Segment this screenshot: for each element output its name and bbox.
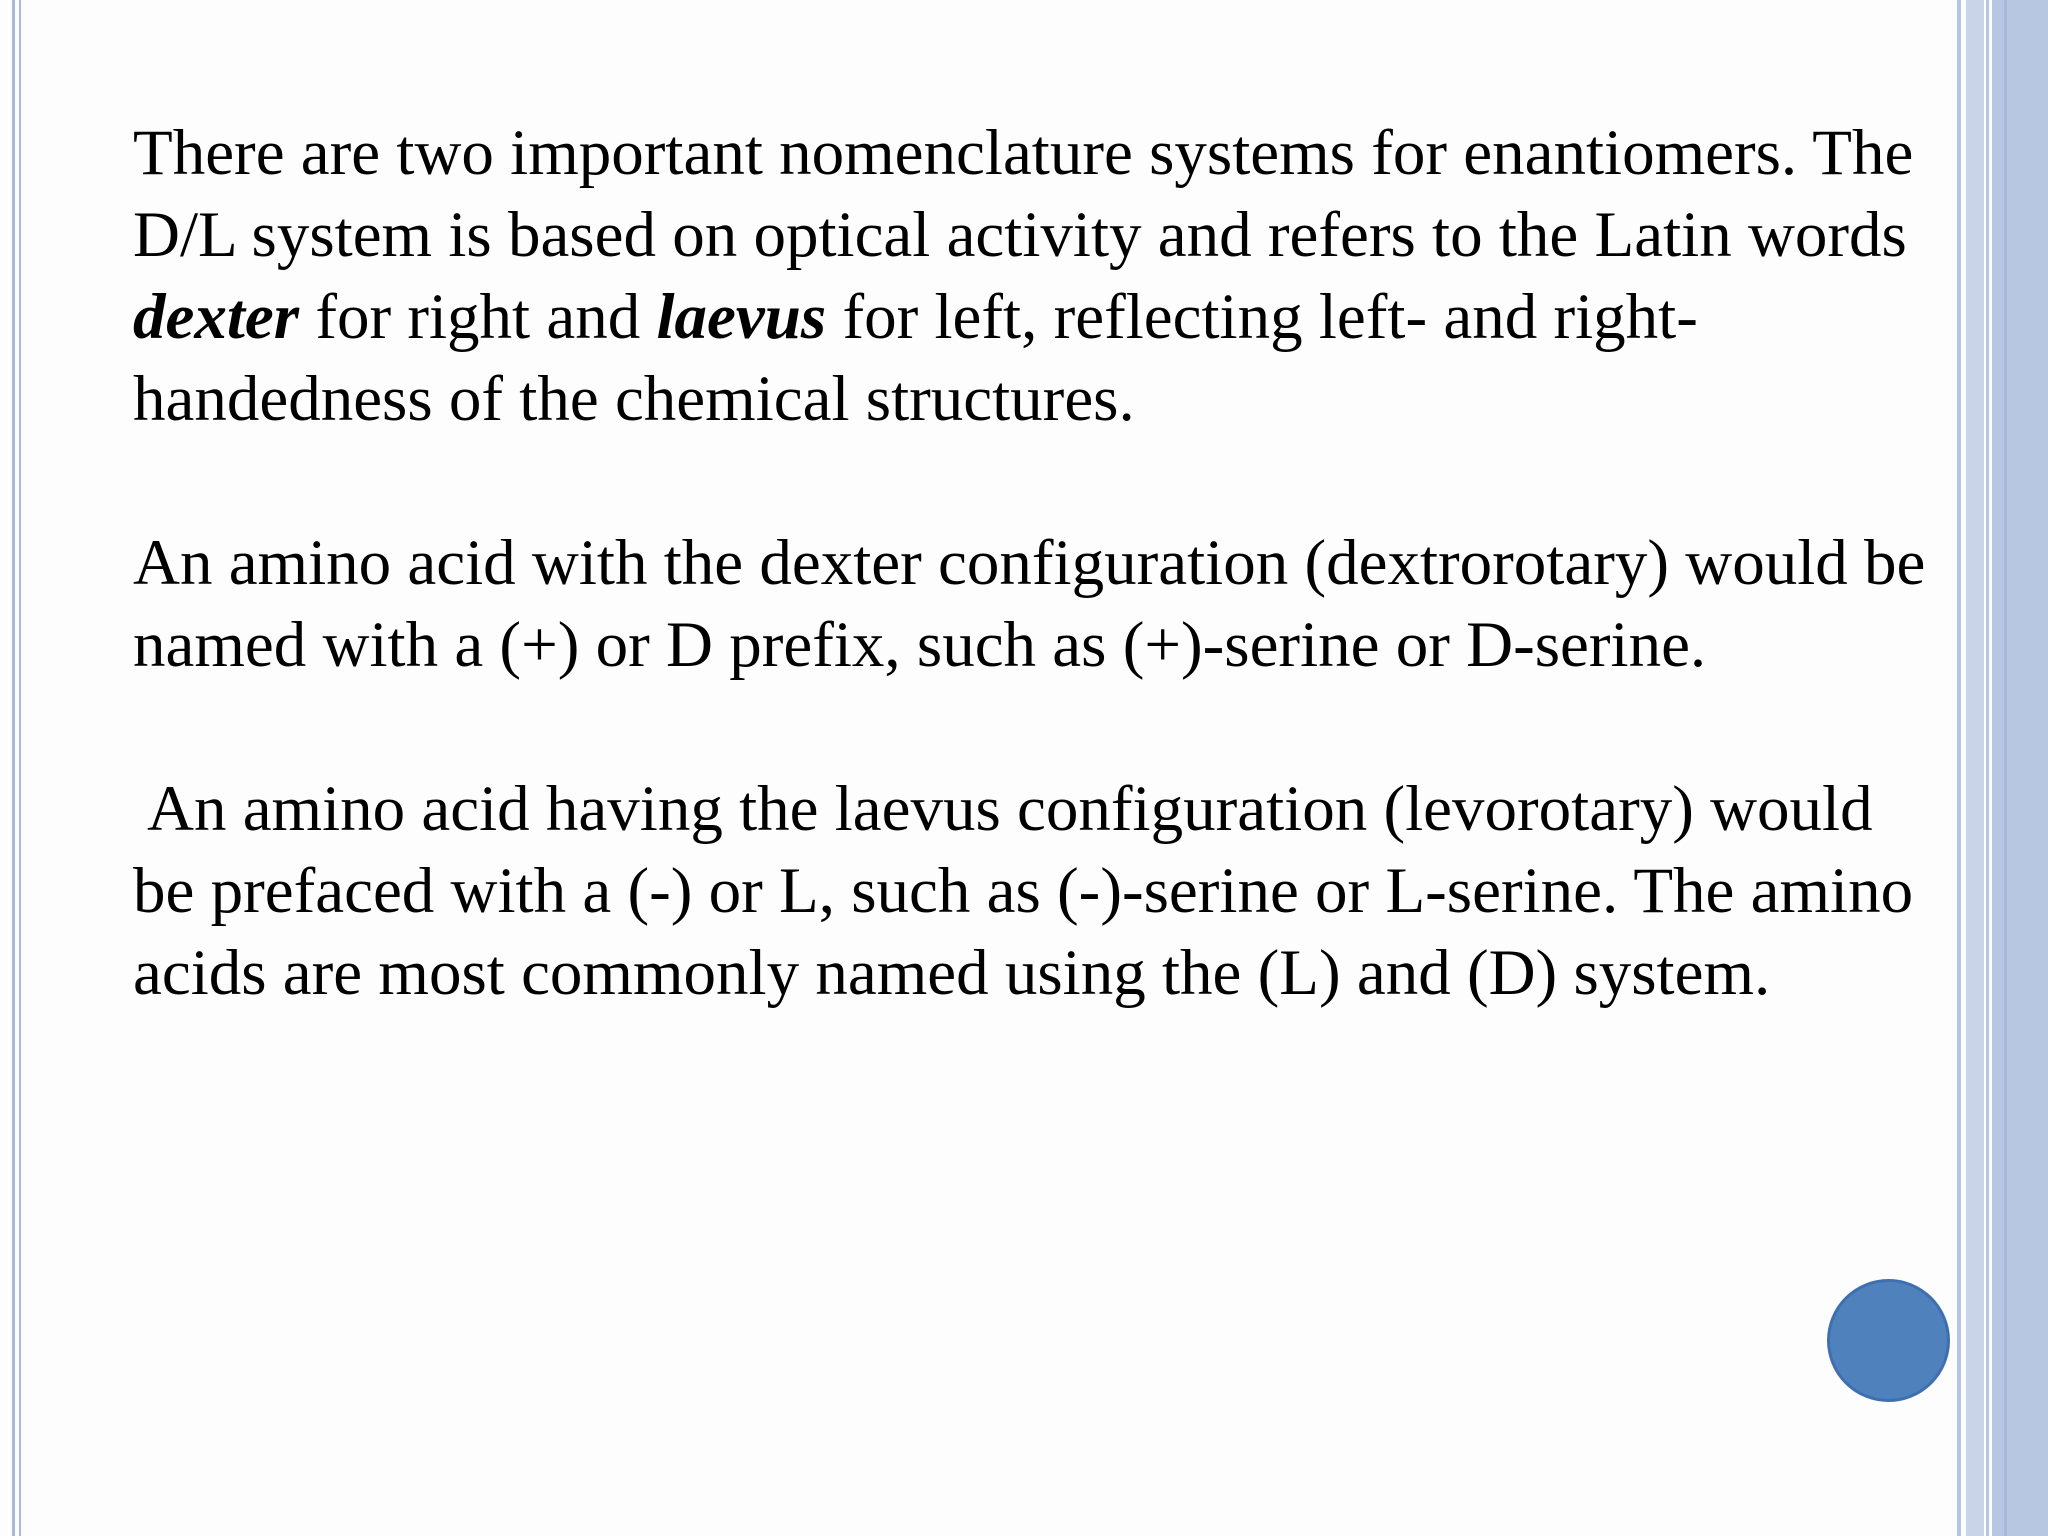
right-stripe-thin-1 — [1957, 0, 1961, 1536]
slide-body — [133, 112, 1933, 1096]
right-stripe-thick — [1966, 0, 1984, 1536]
paragraph-laevus: An amino acid having the laevus configuration (levorotary) would be prefaced with a (-) or L, such as (-)-serine or L-serine. The amino acids are most commonly named using the (L) and (D) system. — [133, 773, 1914, 1009]
right-stripe-edge — [2004, 0, 2007, 1536]
left-border-line-outer — [12, 0, 15, 1536]
paragraph-1-mid: for right and — [299, 281, 657, 353]
paragraph-dexter: An amino acid with the dexter configuration (dextrorotary) would be named with a (+) or D prefix, such as (+)-serine or D-serine. — [133, 527, 1926, 681]
left-border-line-inner — [19, 0, 21, 1536]
accent-circle — [1827, 1279, 1950, 1402]
paragraph-nomenclature — [133, 112, 1933, 440]
right-stripe-wide — [1992, 0, 2048, 1536]
term-laevus: laevus — [656, 281, 827, 353]
term-dexter: dexter — [133, 281, 300, 353]
paragraph-1-pre: There are two important nomenclature systems for enantiomers. The D/L system is based on optical activity and refers to the Latin words — [133, 117, 1914, 271]
right-stripe-thin-2 — [1986, 0, 1989, 1536]
paragraph-1-post: for left, reflecting left- and right-handedness of the chemical structures. — [133, 281, 1698, 435]
